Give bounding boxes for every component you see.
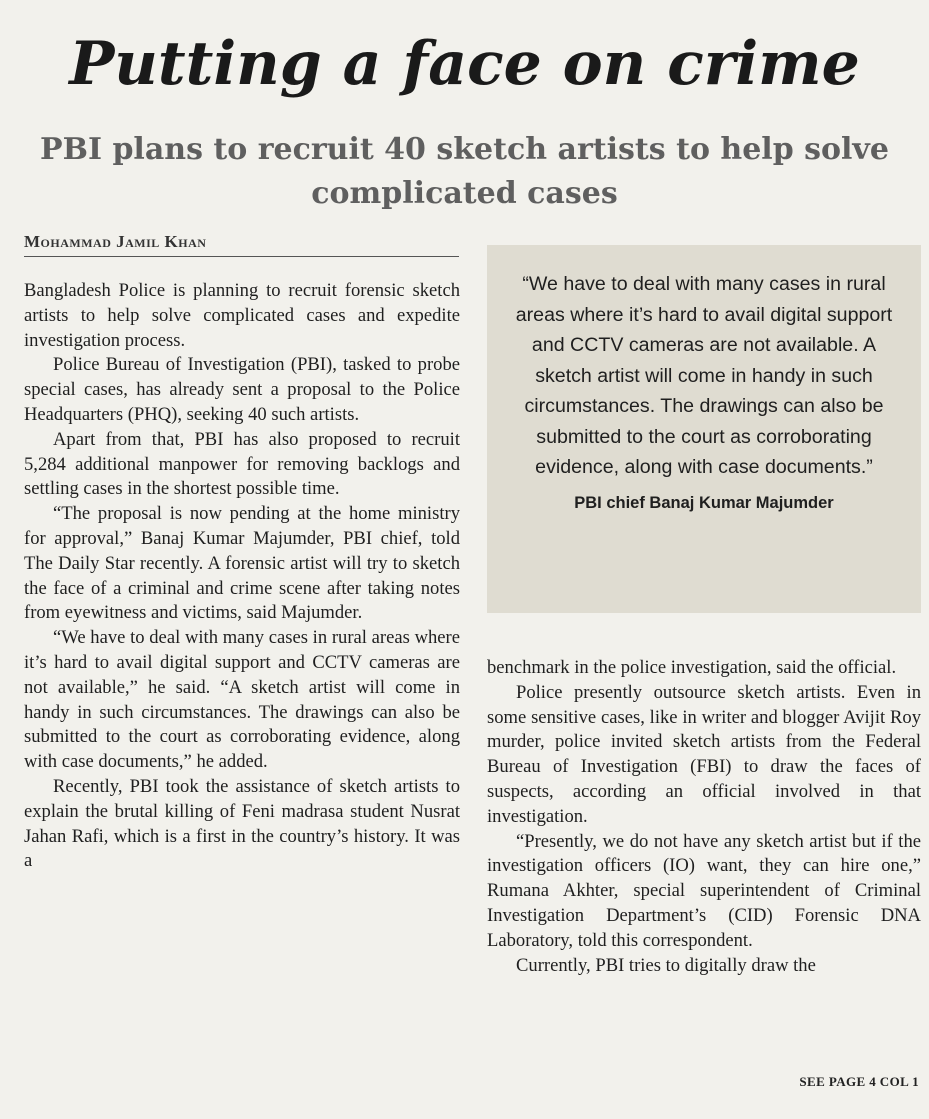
headline: Putting a face on crime [69,29,860,99]
pull-quote-box [487,245,921,613]
pull-quote-attribution: PBI chief Banaj Kumar Majumder [574,493,834,512]
paragraph: Police Bureau of Investigation (PBI), tasked to probe special cases, has already sent a proposal to the Police Headquarters (PHQ), seeking 40 such artists. [24,354,460,425]
paragraph: “We have to deal with many cases in rural areas where it’s hard to avail digital support and CCTV cameras are not available,” he said. “A sketch artist will come in handy in such circumstances. The drawings can also be submitted to the court as corroborating evidence, along with case documents,” he added. [24,627,460,773]
byline: Mohammad Jamil Khan [24,232,207,251]
article-column-right [487,656,921,978]
paragraph: Apart from that, PBI has also proposed to recruit 5,284 additional manpower for removing backlogs and settling cases in the shortest possible time. [24,428,460,500]
paragraph: Currently, PBI tries to digitally draw the [516,954,816,976]
continuation-note: SEE PAGE 4 COL 1 [799,1074,919,1089]
paragraph: Recently, PBI took the assistance of sketch artists to explain the brutal killing of Feni madrasa student Nusrat Jahan Rafi, which is a first in the country’s history. It was a [24,775,460,872]
pull-quote-text: “We have to deal with many cases in rural areas where it’s hard to avail digital support and CCTV cameras are not available. A sketch artist will come in handy in such circumstances. The drawings can also be submitted to the court as corroborating evidence, along with case documents.” [515,273,893,478]
article-column-left [24,279,460,874]
paragraph: Bangladesh Police is planning to recruit forensic sketch artists to help solve complicated cases and expedite investigation process. [24,280,460,351]
paragraph: “The proposal is now pending at the home ministry for approval,” Banaj Kumar Majumder, PBI chief, told The Daily Star recently. A forensic artist will try to sketch the face of a criminal and crime scene after taking notes from eyewitness and victims, said Majumder. [24,503,460,624]
paragraph: Police presently outsource sketch artists. Even in some sensitive cases, like in writer and blogger Avijit Roy murder, police invited sketch artists from the Federal Bureau of Investigation (FBI) to draw the faces of suspects, according an official involved in that investigation. [487,681,921,827]
paragraph: benchmark in the police investigation, said the official. [487,657,897,678]
paragraph: “Presently, we do not have any sketch artist but if the investigation officers (IO) want, they can hire one,” Rumana Akhter, special superintendent of Criminal Investigation Department’s (CID) Forensic DNA Laboratory, told this correspondent. [487,830,921,951]
subheadline: PBI plans to recruit 40 sketch artists to help solve complicated cases [40,132,889,211]
byline-divider [24,256,459,257]
